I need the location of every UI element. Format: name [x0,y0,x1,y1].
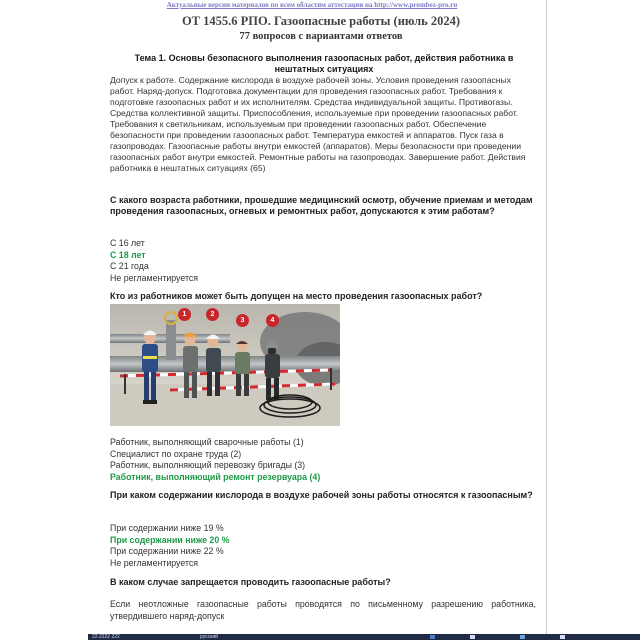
answer-paragraph: Если неотложные газоопасные работы проводятся по письменному разрешению работника, утвердившего наряд-допуск [110,599,536,621]
question-4: В каком случае запрещается проводить газоопасные работы? [110,577,391,587]
answer-option: Не регламентируется [110,557,199,568]
system-tray-icon[interactable] [560,635,565,639]
answer-list-3 [110,523,536,569]
answer-option: С 16 лет [110,238,145,248]
answer-option-correct: При содержании ниже 20 % [110,534,230,545]
browser-icon[interactable] [520,635,525,639]
taskbar-status-text: 22.2222 222 [92,634,120,640]
left-gutter [0,0,88,640]
answer-option: При содержании ниже 22 % [110,546,224,556]
answer-list-1 [110,238,536,284]
answer-option: Работник, выполняющий перевозку бригады (3) [110,460,306,470]
header-link[interactable]: Актуальные версии материалов по всем областям аттестации на http://www.prombez-pro.ru [166,1,458,9]
answer-option: При содержании ниже 19 % [110,523,224,533]
taskbar-language-text: русский [200,634,218,640]
answer-option: Специалист по охране труда (2) [110,448,242,459]
answer-option-correct: Работник, выполняющий ремонт резервуара (4) [110,471,321,482]
section-title: Тема 1. Основы безопасного выполнения газоопасных работ, действия работника в нештатных ситуациях [134,53,514,74]
badge-2: 2 [206,308,219,321]
answer-option: Работник, выполняющий сварочные работы (1) [110,437,304,447]
illustration-svg [110,304,340,426]
page-right-border [546,0,547,634]
answer-option: С 21 года [110,261,149,271]
badge-3: 3 [236,314,249,327]
badge-1: 1 [178,308,191,321]
app-icon[interactable] [430,635,435,639]
answer-list-2 [110,437,536,483]
question-2: Кто из работников может быть допущен на место проведения газоопасных работ? [110,291,483,301]
document-subtitle: 77 вопросов с вариантами ответов [239,31,403,42]
question-1: С какого возраста работники, прошедшие медицинский осмотр, обучение приемам и методам проведения газоопасных, огневых и ремонтных работ, допускаются к этим работам? [110,195,533,217]
section-description: Допуск к работе. Содержание кислорода в воздухе рабочей зоны. Условия проведения газоопасных работ. Наряд-допуск. Подготовка документации для проведения газоопасных работ. Требования к подготовке газоопасных работ и их исполнителям. Средства индивидуальной защиты. Противогазы. Средства коллективной защиты. Приспособления, используемые при проведении газоопасных работ. Требования к светильникам, используемым при проведении газоопасных работ. Обеспечение безопасности при проведении газоопасных работ. Температура емкостей и аппаратов. Пуск газа в газопроводах. Газоопасные работы внутри емкостей (аппаратов). Меры безопасности при проведении газоопасных работ внутри емкостей. Ремонтные работы на газопроводах. Завершение работ. Действия работника в нештатных ситуациях (65) [110,75,526,173]
answer-option-correct: С 18 лет [110,249,146,260]
workers-illustration [110,304,340,426]
badge-4: 4 [266,314,279,327]
question-3: При каком содержании кислорода в воздухе рабочей зоны работы относятся к газоопасным? [110,490,533,500]
answer-option: Не регламентируется [110,272,199,283]
window-icon[interactable] [470,635,475,639]
document-title: ОТ 1455.6 РПО. Газоопасные работы (июль 2024) [181,14,461,28]
taskbar[interactable] [88,634,640,640]
